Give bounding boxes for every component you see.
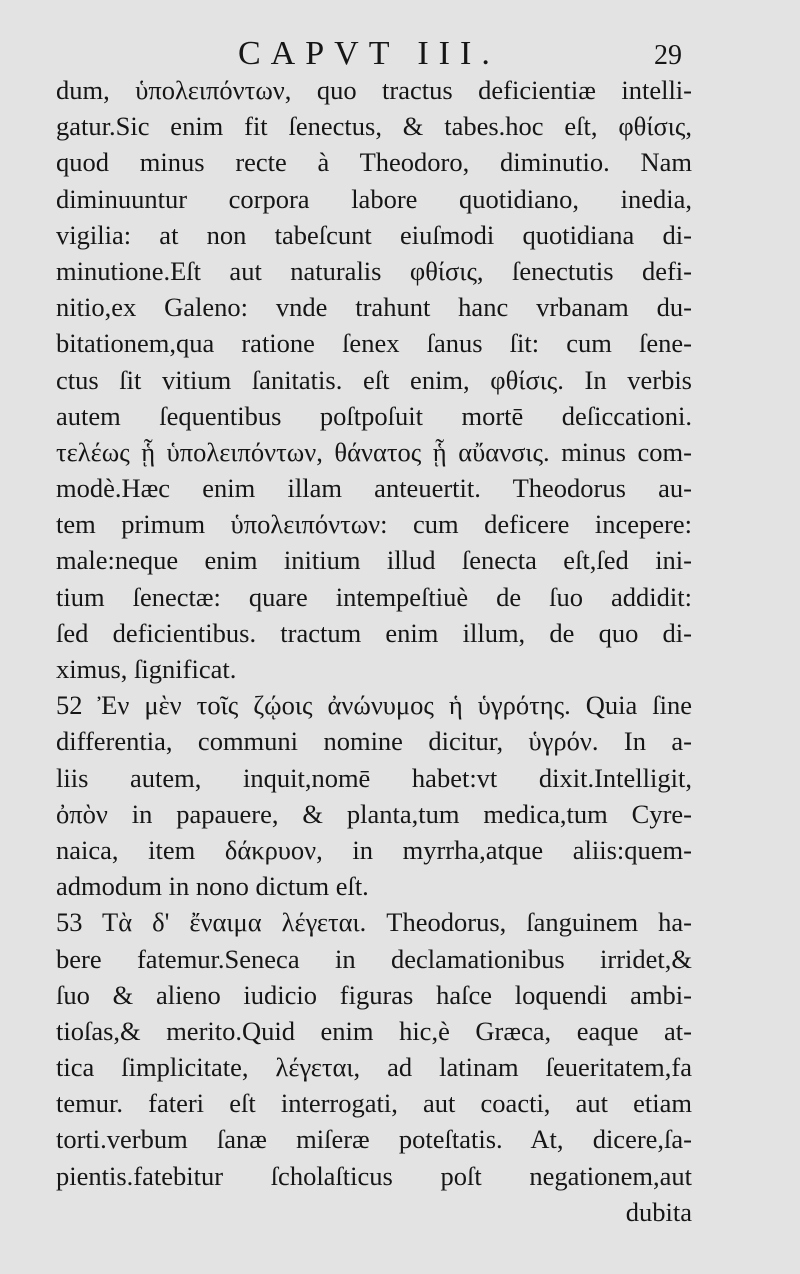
catchword: dubita [625, 1196, 692, 1227]
text-line: ſed deficientibus. tractum enim illum, de quo di- [56, 617, 692, 648]
text-line: ximus, ſignificat. [56, 654, 237, 684]
text-line: dum, ὑπολειπόντων, quo tractus deficientiæ intelli- [56, 75, 692, 105]
text-line: minutione.Eſt aut naturalis φθίσις, ſenectutis defi- [56, 255, 692, 286]
text-line: modè.Hæc enim illam anteuertit. Theodorus au- [56, 473, 692, 504]
body-text [56, 72, 692, 1230]
running-head: CAPVT III. [238, 35, 500, 72]
text-line: pientis.fatebitur ſcholaſticus poſt negationem,aut [56, 1160, 692, 1191]
text-line: naica, item δάκρυον, in myrrha,atque aliis:quem- [56, 834, 692, 865]
page-header [0, 26, 800, 76]
text-line: torti.verbum ſanæ miſeræ poteſtatis. At, dicere,ſa- [56, 1124, 692, 1155]
text-line: tica ſimplicitate, λέγεται, ad latinam ſeueritatem,fa [56, 1052, 692, 1083]
text-line: quod minus recte à Theodoro, diminutio. Nam [56, 147, 692, 178]
text-line: tem primum ὑπολειπόντων: cum deficere incepere: [56, 509, 692, 540]
text-line: temur. fateri eſt interrogati, aut coacti, aut etiam [56, 1088, 692, 1119]
text-line: nitio,ex Galeno: vnde trahunt hanc vrbanam du- [56, 292, 692, 323]
text-line: admodum in nono dictum eſt. [56, 871, 369, 902]
text-line: autem ſequentibus poſtpoſuit mortē deſiccationi. [56, 400, 692, 431]
note-line: 53 Τὰ δ' ἔναιμα λέγεται. Theodorus, ſanguinem ha- [56, 907, 692, 938]
text-line: gatur.Sic enim fit ſenectus, & tabes.hoc eſt, φθίσις, [56, 111, 692, 142]
text-line: ὀπὸν in papauere, & planta,tum medica,tum Cyre- [56, 798, 692, 829]
text-line: liis autem, inquit,nomē habet:vt dixit.Intelligit, [56, 762, 692, 793]
text-line: τελέως ᾗ ὑπολειπόντων, θάνατος ᾗ αὔανσις. minus com- [56, 436, 692, 467]
text-line: bere fatemur.Seneca in declamationibus irridet,& [56, 943, 692, 974]
text-line: male:neque enim initium illud ſenecta eſt,ſed ini- [56, 545, 692, 576]
text-line: tium ſenectæ: quare intempeſtiuè de ſuo addidit: [56, 581, 692, 612]
text-line: vigilia: at non tabeſcunt eiuſmodi quotidiana di- [56, 219, 692, 250]
text-line: diminuuntur corpora labore quotidiano, inedia, [56, 183, 692, 214]
page-number: 29 [654, 40, 682, 71]
text-line: ctus ſit vitium ſanitatis. eſt enim, φθίσις. In verbis [56, 364, 692, 395]
note-line: 52 Ἐν μὲν τοῖς ζῴοις ἀνώνυμος ἡ ὑγρότης. Quia ſine [56, 690, 692, 721]
text-line: differentia, communi nomine dicitur, ὑγρόν. In a- [56, 726, 692, 757]
text-line: bitationem,qua ratione ſenex ſanus ſit: cum ſene- [56, 328, 692, 359]
text-line: ſuo & alieno iudicio figuras haſce loquendi ambi- [56, 979, 692, 1010]
text-line: tioſas,& merito.Quid enim hic,è Græca, eaque at- [56, 1015, 692, 1046]
